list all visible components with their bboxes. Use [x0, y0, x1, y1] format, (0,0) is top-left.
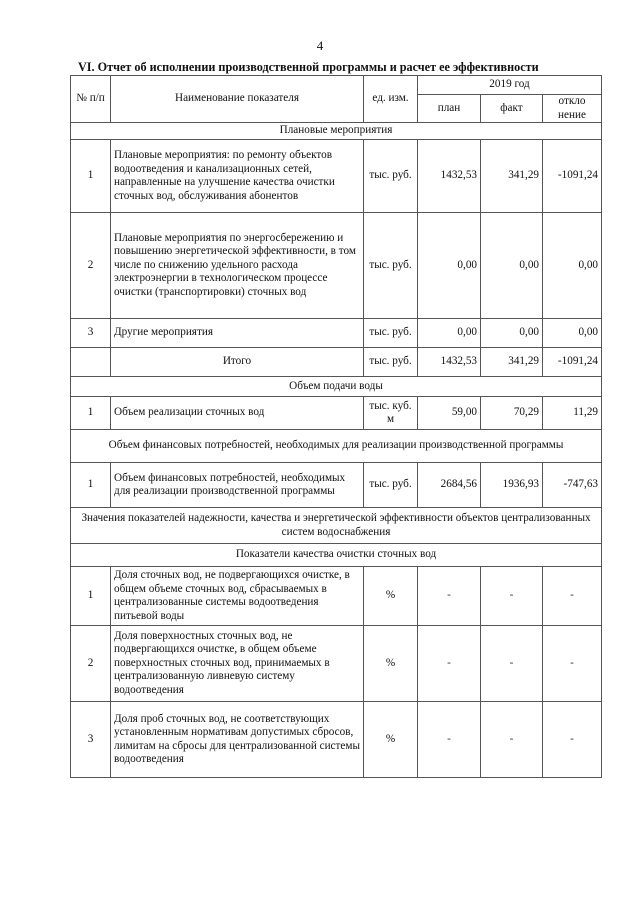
- row-num: 2: [71, 626, 111, 702]
- section-planned: Плановые мероприятия: [71, 123, 602, 140]
- header-fact: факт: [481, 95, 543, 123]
- total-num-cell: [71, 348, 111, 377]
- row-deviation: 0,00: [543, 213, 602, 319]
- row-fact: 0,00: [481, 213, 543, 319]
- row-name: Другие мероприятия: [111, 319, 364, 348]
- section-row: [71, 430, 602, 463]
- section-finance: Объем финансовых потребностей, необходимых для реализации производственной программы: [71, 430, 602, 463]
- row-num: 1: [71, 140, 111, 213]
- total-unit: тыс. руб.: [364, 348, 418, 377]
- row-unit: тыс. руб.: [364, 463, 418, 508]
- row-fact: 0,00: [481, 319, 543, 348]
- table-row: [71, 397, 602, 430]
- table-row: [71, 213, 602, 319]
- total-label: Итого: [111, 348, 364, 377]
- total-row: [71, 348, 602, 377]
- row-plan: 0,00: [418, 213, 481, 319]
- row-plan: 0,00: [418, 319, 481, 348]
- table-row: [71, 463, 602, 508]
- row-num: 2: [71, 213, 111, 319]
- section-title: VI. Отчет об исполнении производственной программы и расчет ее эффективности: [78, 60, 539, 74]
- row-name: Доля сточных вод, не подвергающихся очистке, в общем объеме сточных вод, сбрасываемых в централизованные системы водоотведения питьевой воды: [111, 567, 364, 626]
- header-unit: ед. изм.: [364, 76, 418, 123]
- section-row: [71, 508, 602, 544]
- page-number: 4: [316, 38, 324, 53]
- row-deviation: -: [543, 702, 602, 778]
- header-name: Наименование показателя: [111, 76, 364, 123]
- table-row: [71, 140, 602, 213]
- row-name: Объем финансовых потребностей, необходимых для реализации производственной программы: [111, 463, 364, 508]
- total-fact: 341,29: [481, 348, 543, 377]
- row-unit: %: [364, 626, 418, 702]
- row-fact: -: [481, 702, 543, 778]
- row-plan: -: [418, 702, 481, 778]
- row-deviation: 11,29: [543, 397, 602, 430]
- row-unit: тыс. руб.: [364, 319, 418, 348]
- header-row: [71, 76, 602, 95]
- row-deviation: 0,00: [543, 319, 602, 348]
- section-row: [71, 377, 602, 397]
- section-reliability: Значения показателей надежности, качества и энергетической эффективности объектов централизованных систем водоснабжения: [71, 508, 602, 544]
- row-deviation: -747,63: [543, 463, 602, 508]
- row-fact: 70,29: [481, 397, 543, 430]
- row-name: Плановые мероприятия: по ремонту объектов водоотведения и канализационных сетей, направленные на улучшение качества очистки сточных вод, обслуживания абонентов: [111, 140, 364, 213]
- table-row: [71, 319, 602, 348]
- section-row: [71, 123, 602, 140]
- row-name: Плановые мероприятия по энергосбережению и повышению энергетической эффективности, в том числе по снижению удельного расхода электроэнергии в технологическом процессе очистки (транспортировки) сточных вод: [111, 213, 364, 319]
- row-unit: тыс. куб. м: [364, 397, 418, 430]
- row-plan: -: [418, 626, 481, 702]
- total-plan: 1432,53: [418, 348, 481, 377]
- header-num: № п/п: [71, 76, 111, 123]
- row-num: 1: [71, 397, 111, 430]
- header-plan: план: [418, 95, 481, 123]
- row-fact: 341,29: [481, 140, 543, 213]
- section-quality: Показатели качества очистки сточных вод: [71, 544, 602, 567]
- section-row: [71, 544, 602, 567]
- row-num: 3: [71, 702, 111, 778]
- row-num: 1: [71, 567, 111, 626]
- row-deviation: -: [543, 567, 602, 626]
- performance-table: [70, 75, 602, 778]
- table-row: [71, 567, 602, 626]
- row-num: 3: [71, 319, 111, 348]
- row-unit: тыс. руб.: [364, 213, 418, 319]
- row-fact: -: [481, 567, 543, 626]
- section-volume: Объем подачи воды: [71, 377, 602, 397]
- row-fact: 1936,93: [481, 463, 543, 508]
- row-plan: 2684,56: [418, 463, 481, 508]
- row-unit: %: [364, 702, 418, 778]
- row-unit: %: [364, 567, 418, 626]
- row-unit: тыс. руб.: [364, 140, 418, 213]
- table-row: [71, 702, 602, 778]
- table-row: [71, 626, 602, 702]
- row-deviation: -1091,24: [543, 140, 602, 213]
- row-fact: -: [481, 626, 543, 702]
- header-year: 2019 год: [418, 76, 602, 95]
- row-deviation: -: [543, 626, 602, 702]
- row-name: Доля проб сточных вод, не соответствующих установленным нормативам допустимых сбросов, лимитам на сбросы для централизованной системы водоотведения: [111, 702, 364, 778]
- row-num: 1: [71, 463, 111, 508]
- row-plan: 59,00: [418, 397, 481, 430]
- total-deviation: -1091,24: [543, 348, 602, 377]
- row-plan: 1432,53: [418, 140, 481, 213]
- row-plan: -: [418, 567, 481, 626]
- row-name: Объем реализации сточных вод: [111, 397, 364, 430]
- row-name: Доля поверхностных сточных вод, не подвергающихся очистке, в общем объеме поверхностных сточных вод, принимаемых в централизованную ливневую систему водоотведения: [111, 626, 364, 702]
- header-deviation: откло нение: [543, 95, 602, 123]
